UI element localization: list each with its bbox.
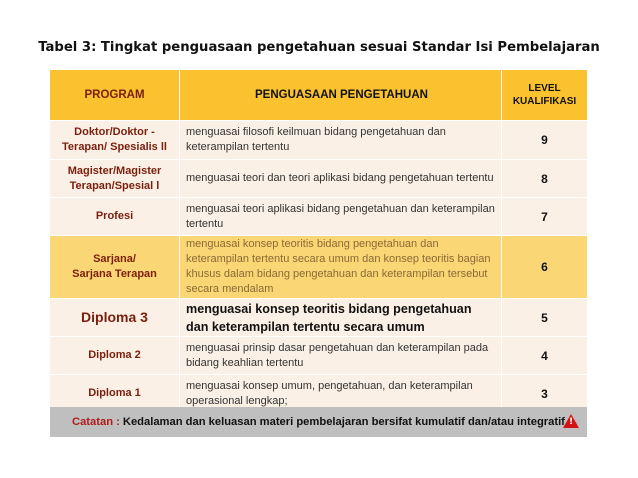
level-cell: 3 — [541, 386, 548, 401]
program-line2: Sarjana Terapan — [72, 268, 157, 280]
level-cell: 6 — [541, 260, 548, 274]
program-cell — [50, 198, 180, 235]
program-line2: Terapan/ Spesialis ll — [62, 141, 167, 153]
table-row — [50, 160, 587, 198]
program-cell — [50, 236, 180, 298]
program-cell — [50, 299, 180, 336]
program-line1: Magister/Magister — [67, 164, 162, 177]
program-line1: Diploma 1 — [88, 387, 141, 399]
header-program: PROGRAM — [50, 70, 180, 120]
program-cell — [50, 121, 180, 159]
program-line1: Doktor/Doktor - — [74, 126, 155, 138]
program-line1: Diploma 3 — [81, 309, 148, 325]
table-row — [50, 121, 587, 160]
note-bar — [50, 407, 587, 437]
knowledge-cell: menguasai konsep teoritis bidang pengetahuan dan keterampilan tertentu secara umum — [180, 299, 502, 336]
knowledge-cell: menguasai konsep umum, pengetahuan, dan keterampilan operasional lengkap; — [180, 375, 502, 412]
level-cell: 8 — [541, 171, 548, 186]
program-cell — [50, 160, 180, 197]
note-text: Kedalaman dan keluasan materi pembelajaran bersifat kumulatif dan/atau integratif — [122, 416, 565, 428]
program-line1: Diploma 2 — [88, 349, 141, 361]
table-row — [50, 236, 587, 299]
knowledge-cell: menguasai teori dan teori aplikasi bidang pengetahuan tertentu — [180, 160, 502, 197]
level-cell: 7 — [541, 209, 548, 224]
header-level-line2: KUALIFIKASI — [512, 96, 577, 107]
table-row — [50, 198, 587, 236]
header-level-line1: LEVEL — [528, 83, 561, 94]
warning-exclamation: ! — [569, 417, 574, 427]
table-header-row — [50, 70, 587, 121]
level-cell: 5 — [541, 310, 548, 325]
program-cell — [50, 337, 180, 374]
header-knowledge: PENGUASAAN PENGETAHUAN — [180, 70, 502, 120]
knowledge-cell: menguasai filosofi keilmuan bidang pengetahuan dan keterampilan tertentu — [180, 121, 502, 159]
level-cell: 9 — [541, 133, 548, 147]
table-row — [50, 337, 587, 375]
program-line1: Sarjana/ — [93, 253, 136, 265]
header-level — [502, 70, 587, 120]
table-row — [50, 299, 587, 337]
level-cell: 4 — [541, 348, 548, 363]
program-line1: Profesi — [95, 210, 134, 222]
knowledge-cell: menguasai konsep teoritis bidang pengetahuan dan keterampilan tertentu secara umum dan konsep teoritis bagian khusus dalam bidang pengetahuan dan keterampilan tersebut secara mendalam — [180, 236, 502, 298]
qualification-table — [50, 70, 587, 413]
note-label: Catatan : — [72, 416, 120, 428]
knowledge-cell: menguasai teori aplikasi bidang pengetahuan dan keterampilan tertentu — [180, 198, 502, 235]
program-line2: Terapan/Spesial l — [69, 179, 160, 192]
table-title: Tabel 3: Tingkat penguasaan pengetahuan sesuai Standar Isi Pembelajaran — [38, 40, 600, 55]
knowledge-cell: menguasai prinsip dasar pengetahuan dan keterampilan pada bidang keahlian tertentu — [180, 337, 502, 374]
